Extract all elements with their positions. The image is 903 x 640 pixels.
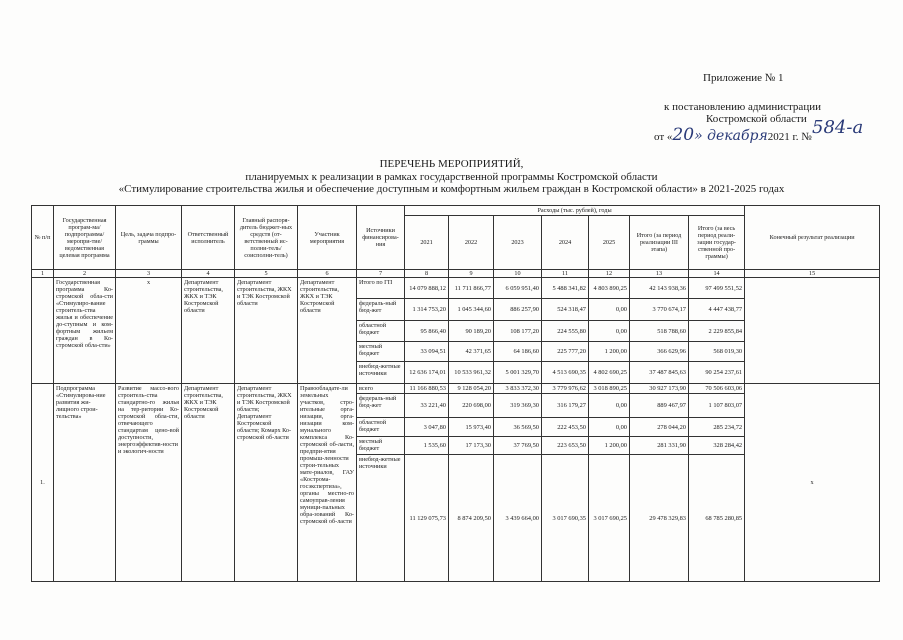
- value-cell: 285 234,72: [689, 418, 745, 437]
- value-cell: 0,00: [589, 394, 630, 418]
- value-cell: 3 047,80: [405, 418, 449, 437]
- col-number: 9: [449, 270, 494, 278]
- hdr-year: 2024: [542, 216, 589, 270]
- value-cell: 3 017 690,25: [589, 455, 630, 582]
- participant-cell: Департамент строительства, ЖКХ и ТЭК Костромской области: [298, 278, 357, 384]
- table-row: [32, 384, 880, 394]
- value-cell: 220 698,00: [449, 394, 494, 418]
- hdr-result: Конечный результат реализации: [745, 206, 880, 270]
- program-name: Государственная программа Ко-стромской обла-сти «Стимулиро-вание строитель-ства жилья и обеспечение до-ступным и ком-фортным жильем граждан в Ко-стромской обла-сти»: [54, 278, 116, 384]
- value-cell: 889 467,97: [630, 394, 689, 418]
- value-cell: 30 927 173,90: [630, 384, 689, 394]
- source-cell: местный бюджет: [357, 342, 405, 362]
- value-cell: 366 629,96: [630, 342, 689, 362]
- admin-cell: Департамент строительства, ЖКХ и ТЭК Костромской области; Департамент Костромской области; Комарх Ко-стромской об-ласти: [235, 384, 298, 582]
- hdr-sources: Источники финансирова-ния: [357, 206, 405, 270]
- hdr-year: 2021: [405, 216, 449, 270]
- value-cell: 1 200,00: [589, 437, 630, 455]
- value-cell: 3 439 664,00: [494, 455, 542, 582]
- value-cell: 328 284,42: [689, 437, 745, 455]
- value-cell: 15 973,40: [449, 418, 494, 437]
- program-name: Подпрограмма «Стимулирова-ние развития жи-лищного строи-тельства»: [54, 384, 116, 582]
- value-cell: 1 314 753,20: [405, 299, 449, 321]
- value-cell: 29 478 329,83: [630, 455, 689, 582]
- value-cell: 0,00: [589, 299, 630, 321]
- value-cell: 518 788,60: [630, 321, 689, 342]
- value-cell: 11 711 866,77: [449, 278, 494, 299]
- goal-cell: Развитие массо-вого строитель-ства стандартно-го жилья на тер-ритории Ко-стромской обла-сти, отвечающего стандартам цено-вой доступности, энергоэффектив-ности и экологич-ности: [116, 384, 182, 582]
- date-prefix: от «: [654, 131, 673, 143]
- col-number: 2: [54, 270, 116, 278]
- value-cell: 3 833 372,30: [494, 384, 542, 394]
- value-cell: 5 488 341,82: [542, 278, 589, 299]
- value-cell: 37 769,50: [494, 437, 542, 455]
- value-cell: 33 094,51: [405, 342, 449, 362]
- value-cell: 0,00: [589, 321, 630, 342]
- value-cell: 37 487 845,63: [630, 362, 689, 384]
- source-cell: местный бюджет: [357, 437, 405, 455]
- hdr-year: 2022: [449, 216, 494, 270]
- value-cell: 568 019,30: [689, 342, 745, 362]
- col-number: 7: [357, 270, 405, 278]
- value-cell: 68 785 280,85: [689, 455, 745, 582]
- source-cell: областной бюджет: [357, 321, 405, 342]
- value-cell: 11 166 880,53: [405, 384, 449, 394]
- row-number: 1.: [32, 384, 54, 582]
- col-number: 14: [689, 270, 745, 278]
- value-cell: 1 200,00: [589, 342, 630, 362]
- value-cell: 12 636 174,01: [405, 362, 449, 384]
- hdr-year: 2023: [494, 216, 542, 270]
- value-cell: 223 653,50: [542, 437, 589, 455]
- value-cell: 97 499 551,52: [689, 278, 745, 299]
- executor-cell: Департамент строительства, ЖКХ и ТЭК Костромской области: [182, 278, 235, 384]
- value-cell: 3 018 890,25: [589, 384, 630, 394]
- value-cell: 278 044,20: [630, 418, 689, 437]
- col-number: 5: [235, 270, 298, 278]
- value-cell: 42 371,65: [449, 342, 494, 362]
- hdr-program: Государственная програм-ма/подпрограмма/ меропри-тие/ведомственная целевая программа: [54, 206, 116, 270]
- col-number: 3: [116, 270, 182, 278]
- date-month-handwritten: » декабря: [694, 128, 768, 144]
- value-cell: 2 229 855,84: [689, 321, 745, 342]
- hdr-expenses: Расходы (тыс. рублей), годы: [405, 206, 745, 216]
- hdr-num: № п/п: [32, 206, 54, 270]
- hdr-goal: Цель, задача подпро-граммы: [116, 206, 182, 270]
- value-cell: 1 107 803,07: [689, 394, 745, 418]
- value-cell: 4 802 690,25: [589, 362, 630, 384]
- region-line: Костромской области: [706, 113, 807, 125]
- source-cell: всего: [357, 384, 405, 394]
- value-cell: 33 221,40: [405, 394, 449, 418]
- value-cell: 8 874 209,50: [449, 455, 494, 582]
- value-cell: 222 453,50: [542, 418, 589, 437]
- decree-number-handwritten: 584-а: [812, 117, 864, 138]
- result-cell: х: [745, 384, 880, 582]
- value-cell: 10 533 961,32: [449, 362, 494, 384]
- value-cell: 17 173,30: [449, 437, 494, 455]
- col-number: 6: [298, 270, 357, 278]
- source-cell: областной бюджет: [357, 418, 405, 437]
- date-line: [654, 127, 812, 145]
- col-number: 1: [32, 270, 54, 278]
- measures-table: [31, 205, 880, 582]
- value-cell: 886 257,90: [494, 299, 542, 321]
- col-number: 8: [405, 270, 449, 278]
- value-cell: 6 059 951,40: [494, 278, 542, 299]
- executor-cell: Департамент строительства, ЖКХ и ТЭК Костромской области: [182, 384, 235, 582]
- col-number: 12: [589, 270, 630, 278]
- value-cell: 95 866,40: [405, 321, 449, 342]
- value-cell: 36 569,50: [494, 418, 542, 437]
- col-number: 10: [494, 270, 542, 278]
- value-cell: 42 143 938,36: [630, 278, 689, 299]
- admin-cell: Департамент строительства, ЖКХ и ТЭК Костромской области: [235, 278, 298, 384]
- doc-title: ПЕРЕЧЕНЬ МЕРОПРИЯТИЙ,: [379, 158, 524, 170]
- date-day-handwritten: 20: [672, 125, 695, 145]
- value-cell: 90 254 237,61: [689, 362, 745, 384]
- value-cell: 5 001 329,70: [494, 362, 542, 384]
- value-cell: 1 045 344,60: [449, 299, 494, 321]
- doc-subtitle: планируемых к реализации в рамках государственной программы Костромской области: [245, 171, 658, 183]
- value-cell: 4 803 890,25: [589, 278, 630, 299]
- value-cell: 90 189,20: [449, 321, 494, 342]
- source-cell: внебюд-жетные источники: [357, 362, 405, 384]
- value-cell: 1 535,60: [405, 437, 449, 455]
- hdr-admin: Главный распоря-дитель бюджет-ных средств (от-ветственный ис-полни-тель/соисполни-тель): [235, 206, 298, 270]
- hdr-total-all: Итого (за весь период реали-зации государ-ственной про-граммы): [689, 216, 745, 270]
- doc-subtitle-program: «Стимулирование строительства жилья и обеспечение доступным и комфортным жильем граждан в Костромской области» в 2021-2025 годах: [118, 183, 785, 195]
- source-cell: Итого по ГП: [357, 278, 405, 299]
- source-cell: внебюд-жетные источники: [357, 455, 405, 582]
- value-cell: 319 369,30: [494, 394, 542, 418]
- value-cell: 9 128 054,20: [449, 384, 494, 394]
- value-cell: 224 555,80: [542, 321, 589, 342]
- col-number: 15: [745, 270, 880, 278]
- goal-cell: х: [116, 278, 182, 384]
- value-cell: 3 770 674,17: [630, 299, 689, 321]
- value-cell: 64 186,60: [494, 342, 542, 362]
- hdr-total-stage3: Итого (за период реализации III этапа): [630, 216, 689, 270]
- value-cell: 4 447 438,77: [689, 299, 745, 321]
- value-cell: 4 513 690,35: [542, 362, 589, 384]
- value-cell: 11 129 075,73: [405, 455, 449, 582]
- value-cell: 14 079 888,12: [405, 278, 449, 299]
- value-cell: 524 318,47: [542, 299, 589, 321]
- column-numbers-row: [32, 270, 880, 278]
- source-cell: федераль-ный бюд-жет: [357, 299, 405, 321]
- hdr-year: 2025: [589, 216, 630, 270]
- col-number: 11: [542, 270, 589, 278]
- value-cell: 0,00: [589, 418, 630, 437]
- date-year: 2021 г. №: [767, 131, 812, 143]
- value-cell: 3 017 690,35: [542, 455, 589, 582]
- value-cell: 225 777,20: [542, 342, 589, 362]
- value-cell: 70 506 603,06: [689, 384, 745, 394]
- col-number: 4: [182, 270, 235, 278]
- value-cell: 316 179,27: [542, 394, 589, 418]
- hdr-participant: Участник мероприятия: [298, 206, 357, 270]
- value-cell: 108 177,20: [494, 321, 542, 342]
- row-num-empty: [32, 278, 54, 384]
- value-cell: 3 779 976,62: [542, 384, 589, 394]
- appendix-label: Приложение № 1: [703, 72, 784, 84]
- decree-line: к постановлению администрации: [664, 101, 821, 113]
- source-cell: федераль-ный бюд-жет: [357, 394, 405, 418]
- participant-cell: Правообладате-ли земельных участков, стро-ительные орга-низации, орга-низации ком-мунального комплекса Ко-стромской об-ласти, предпри-ятия промыш-ленности стрoи-тельных мате-риалов, ГАУ «Кострома-госэкспертиза», органы местно-го самоуправ-ления муници-пальных обра-зований Ко-стромской об-ласти: [298, 384, 357, 582]
- col-number: 13: [630, 270, 689, 278]
- result-cell-empty: [745, 278, 880, 384]
- value-cell: 281 331,90: [630, 437, 689, 455]
- table-row: [32, 278, 880, 299]
- hdr-executor: Ответственный исполнитель: [182, 206, 235, 270]
